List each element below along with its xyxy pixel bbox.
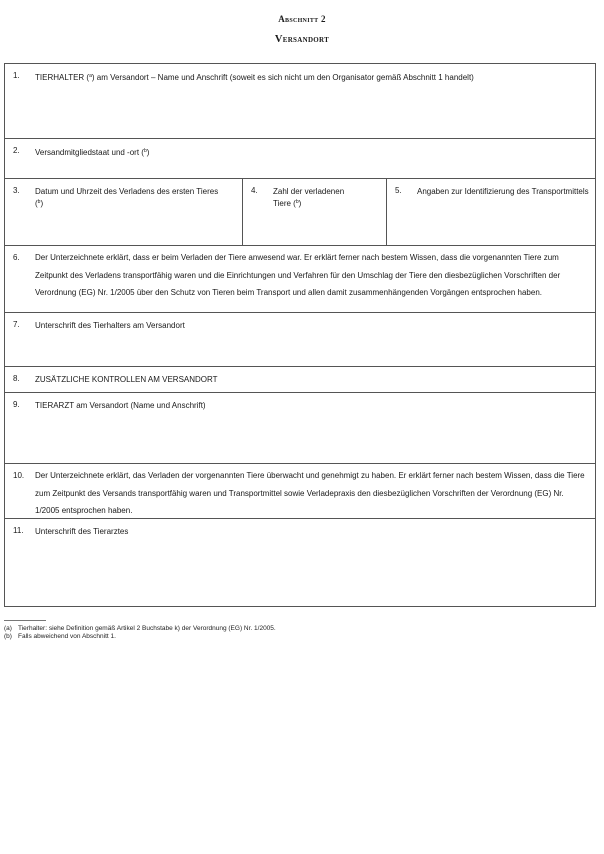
field-2-member-state-place[interactable] [5,139,595,179]
footnote-marker: (a) [4,625,12,632]
field-6-keeper-declaration [5,246,595,313]
field-11-vet-signature[interactable] [5,519,595,607]
field-number: 3. [13,186,20,195]
field-1-livestock-keeper[interactable] [5,64,595,139]
field-label: Unterschrift des Tierhalters am Versandort [35,321,185,330]
field-number: 6. [13,253,20,262]
field-label: TIERHALTER ($^a$) am Versandort – Name und Anschrift (soweit es sich nicht um den Organisator gemäß Abschnitt 1 handelt) [35,73,474,82]
footnote-b [4,633,116,640]
field-number: 9. [13,400,20,409]
footnote-divider [4,620,46,621]
field-number: 5. [395,186,402,195]
section-heading: Abschnitt 2 [278,14,326,24]
declaration-text: Der Unterzeichnete erklärt, das Verladen der vorgenannten Tiere überwacht und genehmigt zu haben. Er erklärt ferner nach bestem Wissen, dass die Tiere zum Zeitpunkt des Versands transportfähig waren und Transportmittel sowie Verladepraxis den diesbezüglichen Vorschriften der Verordnung (EG) Nr. 1/2005 entsprochen haben. [35,471,585,515]
footnote-text: Tierhalter: siehe Definition gemäß Artikel 2 Buchstabe k) der Verordnung (EG) Nr. 1/2005. [18,625,276,632]
field-5-transport-identification[interactable] [386,179,597,245]
field-label: Versandmitgliedstaat und -ort ($^b$) [35,148,150,157]
field-8-additional-checks [5,367,595,393]
field-number: 2. [13,146,20,155]
fields-3-4-5-row [5,179,595,246]
page-title: Versandort [274,34,330,45]
field-number: 4. [251,186,258,195]
field-label: Zahl der verladenen Tiere ($^b$) [273,187,345,208]
field-7-keeper-signature[interactable] [5,313,595,367]
field-number: 7. [13,320,20,329]
declaration-form [4,63,596,607]
field-label: TIERARZT am Versandort (Name und Anschrift) [35,401,206,410]
field-label: Angaben zur Identifizierung des Transportmittels [417,187,589,196]
field-number: 11. [13,526,24,535]
field-4-number-of-animals[interactable] [242,179,386,245]
field-number: 8. [13,374,20,383]
section-label: ZUSÄTZLICHE KONTROLLEN AM VERSANDORT [35,375,218,384]
field-label: Datum und Uhrzeit des Verladens des ersten Tieres ($^b$) [35,187,219,208]
field-label: Unterschrift des Tierarztes [35,527,129,536]
field-10-vet-declaration [5,464,595,519]
footnote-a [4,625,276,632]
field-number: 1. [13,71,20,80]
footnote-text: Falls abweichend von Abschnitt 1. [18,633,116,640]
footnote-marker: (b) [4,633,12,640]
declaration-text: Der Unterzeichnete erklärt, dass er beim Verladen der Tiere anwesend war. Er erklärt ferner nach bestem Wissen, dass die vorgenannten Tiere zum Zeitpunkt des Verladens transportfähig waren und die Einrichtungen und Verfahren für den Umschlag der Tiere den diesbezüglichen Vorschriften der Verordnung (EG) Nr. 1/2005 über den Schutz von Tieren beim Transport und allen damit zusammenhängenden Vorgängen entsprochen haben. [35,253,561,297]
field-number: 10. [13,471,25,480]
field-9-veterinarian[interactable] [5,393,595,464]
field-3-loading-datetime[interactable] [5,179,242,245]
